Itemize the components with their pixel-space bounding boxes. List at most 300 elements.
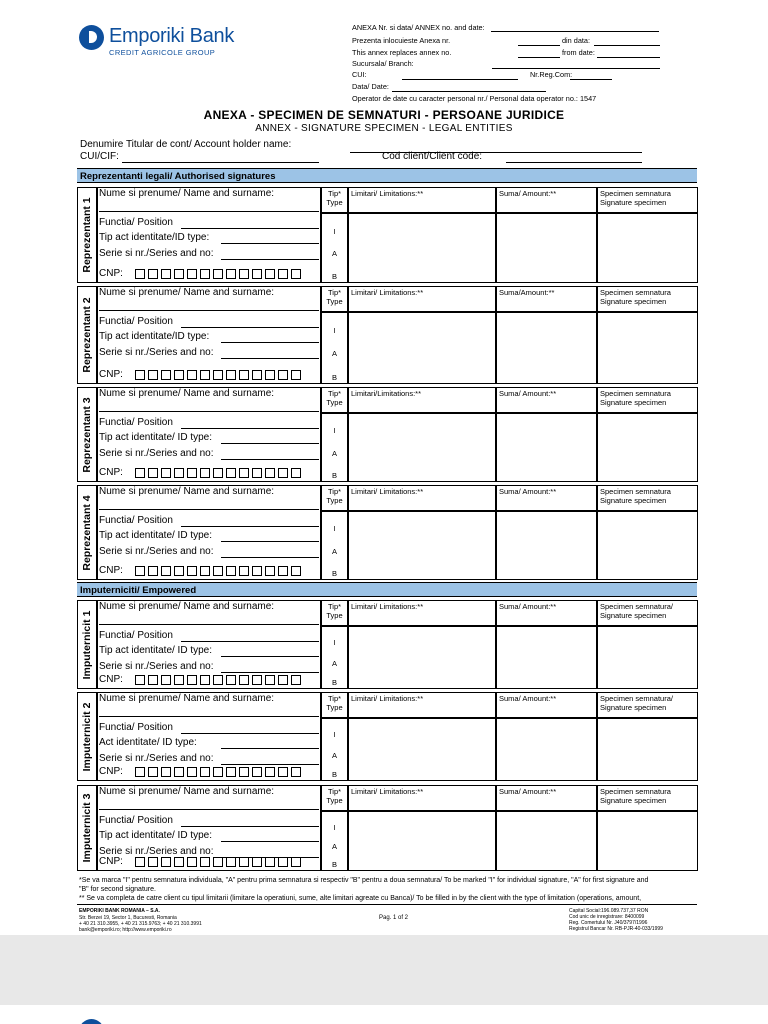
position-field[interactable] [181, 327, 319, 328]
cnp-digit-box[interactable] [161, 566, 171, 576]
signatory-side-label [77, 187, 97, 283]
page-title: ANEXA - SPECIMEN DE SEMNATURI - PERSOANE JURIDICE [203, 108, 565, 122]
type-header-en: Type [326, 611, 343, 620]
cnp-digit-box[interactable] [200, 675, 210, 685]
id-type-label: Tip act identitate/ ID type: [99, 530, 213, 541]
limitations-field[interactable] [348, 718, 496, 781]
cnp-label: CNP: [99, 467, 123, 478]
position-field[interactable] [181, 526, 319, 527]
cnp-digit-box[interactable] [148, 767, 158, 777]
footer-bancar: Registrul Bancar Nr. RB-PJR-40-033/1999 [569, 926, 663, 932]
specimen-header-en: Signature specimen [600, 703, 667, 712]
signatory-block [77, 600, 698, 689]
amount-field[interactable] [496, 213, 597, 283]
specimen-header-ro: Specimen semnatura/ [600, 602, 673, 611]
cnp-digit-box[interactable] [200, 269, 210, 279]
specimen-header [597, 286, 698, 312]
section-empowered: Imputerniciti/ Empowered [77, 582, 697, 597]
type-header-ro: Tip* [327, 602, 342, 611]
limitations-header: Limitari/ Limitations:** [348, 600, 496, 626]
cnp-digit-box[interactable] [213, 675, 223, 685]
signatory-side-label [77, 387, 97, 482]
series-no-label: Serie si nr./Series and no: [99, 546, 214, 557]
name-surname-field[interactable] [99, 211, 319, 212]
cnp-digit-box[interactable] [187, 566, 197, 576]
date-field[interactable] [392, 91, 546, 92]
cnp-digit-box[interactable] [161, 269, 171, 279]
signature-specimen-field[interactable] [597, 626, 698, 689]
cnp-digit-box[interactable] [278, 370, 288, 380]
footer-phone: + 40 21 310.3955, + 40 21 315.9763; + 40 21 310.3991 [79, 921, 202, 927]
cnp-digit-box[interactable] [135, 767, 145, 777]
id-type-label: Act identitate/ ID type: [99, 737, 197, 748]
cnp-digit-box[interactable] [200, 370, 210, 380]
cnp-digit-box[interactable] [213, 468, 223, 478]
footnote-1: *Se va marca "I" pentru semnatura individuala, "A" pentru prima semnatura si respectiv "B" pentru a doua semnatura/ To be marked "I" for individual signature, "A" for first signature and [79, 877, 649, 884]
section-authorised-signatures: Reprezentanti legali/ Authorised signatures [77, 168, 697, 183]
signatory-block [77, 187, 698, 283]
signatory-side-text: Imputernicit 3 [81, 793, 93, 863]
position-label: Functia/ Position [99, 515, 173, 526]
limitations-header: Limitari/ Limitations:** [348, 785, 496, 811]
id-type-field[interactable] [221, 243, 319, 244]
signatory-side-text: Reprezentant 3 [81, 396, 93, 473]
position-field[interactable] [181, 733, 319, 734]
signature-specimen-field[interactable] [597, 413, 698, 482]
specimen-header [597, 600, 698, 626]
series-no-label: Serie si nr./Series and no: [99, 661, 214, 672]
cnp-digit-box[interactable] [135, 370, 145, 380]
cnp-digit-box[interactable] [291, 370, 301, 380]
limitations-header: Limitari/ Limitations:** [348, 187, 496, 213]
header-branch: Sucursala/ Branch: [352, 59, 414, 68]
cnp-boxes[interactable] [135, 468, 305, 478]
type-header-en: Type [326, 496, 343, 505]
cnp-boxes[interactable] [135, 566, 305, 576]
from-date-field[interactable] [597, 57, 660, 58]
specimen-header-ro: Specimen semnatura [600, 787, 671, 796]
limitations-field[interactable] [348, 413, 496, 482]
id-type-field[interactable] [221, 443, 319, 444]
series-no-field[interactable] [221, 672, 319, 673]
cnp-digit-box[interactable] [174, 269, 184, 279]
type-header [321, 485, 348, 511]
signature-specimen-field[interactable] [597, 511, 698, 580]
position-label: Functia/ Position [99, 815, 173, 826]
footer-address: Str. Berzei 19, Sector 1, Bucuresti, Romania [79, 915, 177, 921]
id-type-field[interactable] [221, 342, 319, 343]
cnp-digit-box[interactable] [161, 468, 171, 478]
cnp-digit-box[interactable] [200, 468, 210, 478]
type-header-en: Type [326, 703, 343, 712]
client-code-field[interactable] [506, 162, 642, 163]
signature-specimen-field[interactable] [597, 312, 698, 384]
type-b-label: B [331, 569, 337, 578]
cnp-digit-box[interactable] [265, 767, 275, 777]
signatory-block [77, 692, 698, 781]
series-no-field[interactable] [221, 259, 319, 260]
specimen-header-en: Signature specimen [600, 198, 667, 207]
cnp-digit-box[interactable] [252, 767, 262, 777]
cnp-digit-box[interactable] [278, 269, 288, 279]
amount-header: Suma/Amount:** [496, 286, 597, 312]
header-cui: CUI: [352, 70, 367, 79]
cnp-digit-box[interactable] [291, 269, 301, 279]
cnp-digit-box[interactable] [200, 767, 210, 777]
position-label: Functia/ Position [99, 316, 173, 327]
type-cell[interactable] [321, 413, 348, 482]
signatory-side-text: Reprezentant 4 [81, 494, 93, 571]
type-b-label: B [331, 860, 337, 869]
cnp-digit-box[interactable] [239, 468, 249, 478]
cnp-digit-box[interactable] [265, 566, 275, 576]
cnp-digit-box[interactable] [148, 468, 158, 478]
signatory-side-label [77, 785, 97, 871]
cnp-digit-box[interactable] [174, 468, 184, 478]
name-surname-label: Nume si prenume/ Name and surname: [99, 287, 275, 298]
name-surname-label: Nume si prenume/ Name and surname: [99, 188, 275, 199]
type-header-en: Type [326, 796, 343, 805]
specimen-header [597, 187, 698, 213]
footer-reg: Reg. Comertului Nr. J40/3797/1996 [569, 920, 648, 926]
cnp-digit-box[interactable] [291, 566, 301, 576]
emporiki-logo-icon [79, 25, 104, 50]
signatory-side-label [77, 485, 97, 580]
signatory-side-text: Reprezentant 1 [81, 197, 93, 273]
signature-specimen-field[interactable] [597, 213, 698, 283]
cnp-boxes[interactable] [135, 269, 305, 279]
specimen-header-en: Signature specimen [600, 496, 667, 505]
specimen-header-ro: Specimen semnatura [600, 189, 671, 198]
type-header [321, 387, 348, 413]
footnote-2: ** Se va completa de catre client cu tipul limitarii (limitare la operatiuni, sume, alte limitari agreate cu Banca)/ To be filled in by the client with the type of limitation (operations, amount, [79, 895, 642, 902]
type-b-label: B [331, 678, 337, 687]
cnp-digit-box[interactable] [174, 675, 184, 685]
header-din-data: din data: [562, 36, 590, 45]
type-a-label: A [331, 842, 337, 851]
cnp-digit-box[interactable] [161, 675, 171, 685]
type-cell[interactable] [321, 213, 348, 283]
header-nr-reg-com: Nr.Reg.Com: [530, 70, 573, 79]
type-a-label: A [331, 349, 337, 358]
cnp-digit-box[interactable] [226, 767, 236, 777]
name-surname-label: Nume si prenume/ Name and surname: [99, 601, 275, 612]
signatory-side-text: Imputernicit 2 [81, 702, 93, 771]
name-surname-field[interactable] [99, 310, 319, 311]
cnp-digit-box[interactable] [265, 675, 275, 685]
cnp-digit-box[interactable] [252, 468, 262, 478]
specimen-header-en: Signature specimen [600, 796, 667, 805]
name-surname-field[interactable] [99, 716, 319, 717]
cui-cif-field[interactable] [122, 162, 319, 163]
id-type-field[interactable] [221, 748, 319, 749]
type-header-ro: Tip* [327, 288, 342, 297]
position-field[interactable] [181, 428, 319, 429]
din-data-field[interactable] [594, 45, 660, 46]
series-no-field[interactable] [221, 358, 319, 359]
series-no-label: Serie si nr./Series and no: [99, 753, 214, 764]
limitations-header: Limitari/ Limitations:** [348, 692, 496, 718]
type-header [321, 692, 348, 718]
signatory-block [77, 785, 698, 871]
cnp-digit-box[interactable] [226, 675, 236, 685]
type-cell[interactable] [321, 626, 348, 689]
cnp-digit-box[interactable] [148, 566, 158, 576]
limitations-field[interactable] [348, 511, 496, 580]
cnp-digit-box[interactable] [239, 566, 249, 576]
id-type-label: Tip act identitate/ID type: [99, 232, 210, 243]
position-field[interactable] [181, 641, 319, 642]
type-i-label: I [333, 524, 336, 533]
limitations-header: Limitari/ Limitations:** [348, 286, 496, 312]
cnp-boxes[interactable] [135, 767, 305, 777]
cnp-boxes[interactable] [135, 675, 305, 685]
name-surname-label: Nume si prenume/ Name and surname: [99, 486, 275, 497]
cnp-digit-box[interactable] [135, 857, 145, 867]
type-a-label: A [331, 547, 337, 556]
cnp-label: CNP: [99, 268, 123, 279]
cnp-digit-box[interactable] [161, 767, 171, 777]
cnp-digit-box[interactable] [174, 566, 184, 576]
type-a-label: A [331, 449, 337, 458]
type-i-label: I [333, 823, 336, 832]
specimen-header [597, 785, 698, 811]
amount-header: Suma/ Amount:** [496, 785, 597, 811]
type-b-label: B [331, 272, 337, 281]
type-i-label: I [333, 227, 336, 236]
amount-header: Suma/ Amount:** [496, 485, 597, 511]
type-header [321, 187, 348, 213]
cnp-digit-box[interactable] [278, 767, 288, 777]
type-header-ro: Tip* [327, 189, 342, 198]
cnp-digit-box[interactable] [187, 767, 197, 777]
amount-field[interactable] [496, 511, 597, 580]
cnp-digit-box[interactable] [252, 675, 262, 685]
cnp-digit-box[interactable] [252, 370, 262, 380]
cnp-digit-box[interactable] [252, 566, 262, 576]
type-i-label: I [333, 638, 336, 647]
header-replaces-en: This annex replaces annex no. [352, 48, 452, 57]
amount-field[interactable] [496, 312, 597, 384]
cnp-digit-box[interactable] [200, 566, 210, 576]
signature-specimen-field[interactable] [597, 811, 698, 871]
type-header-en: Type [326, 297, 343, 306]
type-header [321, 785, 348, 811]
replaces-annex-en-field[interactable] [518, 57, 560, 58]
position-label: Functia/ Position [99, 217, 173, 228]
cnp-label: CNP: [99, 565, 123, 576]
cnp-digit-box[interactable] [278, 675, 288, 685]
cnp-digit-box[interactable] [239, 767, 249, 777]
cui-cif-label: CUI/CIF: [80, 151, 119, 162]
signatory-side-label [77, 286, 97, 384]
cnp-digit-box[interactable] [187, 857, 197, 867]
cnp-digit-box[interactable] [187, 675, 197, 685]
account-holder-label: Denumire Titular de cont/ Account holder name: [80, 139, 292, 150]
signatory-block [77, 387, 698, 482]
cnp-digit-box[interactable] [252, 269, 262, 279]
page-subtitle: ANNEX - SIGNATURE SPECIMEN - LEGAL ENTITIES [255, 123, 513, 134]
cnp-digit-box[interactable] [174, 767, 184, 777]
cnp-digit-box[interactable] [278, 857, 288, 867]
series-no-label: Serie si nr./Series and no: [99, 846, 214, 857]
specimen-header [597, 387, 698, 413]
cnp-digit-box[interactable] [226, 857, 236, 867]
cnp-digit-box[interactable] [226, 566, 236, 576]
specimen-header-en: Signature specimen [600, 611, 667, 620]
limitations-field[interactable] [348, 213, 496, 283]
cnp-digit-box[interactable] [278, 468, 288, 478]
type-cell[interactable] [321, 312, 348, 384]
cnp-digit-box[interactable] [187, 269, 197, 279]
cnp-digit-box[interactable] [291, 468, 301, 478]
series-no-field[interactable] [221, 764, 319, 765]
annex-no-field[interactable] [491, 31, 659, 32]
cnp-digit-box[interactable] [213, 767, 223, 777]
signatory-side-text: Reprezentant 2 [81, 297, 93, 373]
footnote-1-cont: "B" for second signature. [79, 886, 156, 893]
type-b-label: B [331, 770, 337, 779]
cnp-digit-box[interactable] [135, 468, 145, 478]
cnp-boxes[interactable] [135, 370, 305, 380]
name-surname-field[interactable] [99, 809, 319, 810]
cnp-digit-box[interactable] [213, 269, 223, 279]
position-label: Functia/ Position [99, 722, 173, 733]
position-field[interactable] [181, 228, 319, 229]
type-cell[interactable] [321, 811, 348, 871]
cnp-digit-box[interactable] [135, 566, 145, 576]
cnp-digit-box[interactable] [239, 675, 249, 685]
cnp-digit-box[interactable] [252, 857, 262, 867]
footer-cui: Cod unic de inregistrare: 8400099 [569, 914, 645, 920]
cnp-digit-box[interactable] [148, 269, 158, 279]
signature-specimen-field[interactable] [597, 718, 698, 781]
footer-capital: Capital Social:196.089.737,37 RON [569, 908, 649, 914]
type-b-label: B [331, 373, 337, 382]
limitations-header: Limitari/ Limitations:** [348, 485, 496, 511]
series-no-label: Serie si nr./Series and no: [99, 248, 214, 259]
header-data-operator: Operator de date cu caracter personal nr./ Personal data operator no.: 1547 [352, 94, 597, 103]
header-date: Data/ Date: [352, 82, 389, 91]
cnp-digit-box[interactable] [265, 269, 275, 279]
amount-field[interactable] [496, 811, 597, 871]
cnp-digit-box[interactable] [278, 566, 288, 576]
cnp-digit-box[interactable] [174, 857, 184, 867]
name-surname-label: Nume si prenume/ Name and surname: [99, 786, 275, 797]
type-header-en: Type [326, 198, 343, 207]
type-a-label: A [331, 751, 337, 760]
footer [0, 905, 768, 935]
footer-company: EMPORIKI BANK ROMANIA – S.A. [79, 908, 160, 914]
cnp-digit-box[interactable] [239, 857, 249, 867]
cnp-digit-box[interactable] [200, 857, 210, 867]
footer-web: bank@emporiki.ro; http://www.emporiki.ro [79, 927, 172, 933]
name-surname-field[interactable] [99, 509, 319, 510]
amount-header: Suma/ Amount:** [496, 600, 597, 626]
id-type-field[interactable] [221, 541, 319, 542]
cnp-digit-box[interactable] [213, 857, 223, 867]
amount-field[interactable] [496, 626, 597, 689]
cnp-digit-box[interactable] [291, 857, 301, 867]
id-type-label: Tip act identitate/ ID type: [99, 645, 213, 656]
limitations-field[interactable] [348, 811, 496, 871]
cnp-digit-box[interactable] [187, 370, 197, 380]
type-header-ro: Tip* [327, 389, 342, 398]
amount-field[interactable] [496, 413, 597, 482]
id-type-field[interactable] [221, 841, 319, 842]
replaces-annex-field[interactable] [518, 45, 560, 46]
cnp-digit-box[interactable] [265, 370, 275, 380]
cnp-digit-box[interactable] [148, 370, 158, 380]
logo-name: Emporiki Bank [109, 25, 235, 47]
limitations-field[interactable] [348, 312, 496, 384]
signatory-side-text: Imputernicit 1 [81, 610, 93, 679]
type-a-label: A [331, 249, 337, 258]
series-no-field[interactable] [221, 557, 319, 558]
type-b-label: B [331, 471, 337, 480]
cnp-digit-box[interactable] [187, 468, 197, 478]
position-label: Functia/ Position [99, 630, 173, 641]
cnp-digit-box[interactable] [291, 675, 301, 685]
name-surname-field[interactable] [99, 624, 319, 625]
cnp-digit-box[interactable] [265, 468, 275, 478]
cnp-digit-box[interactable] [161, 370, 171, 380]
specimen-header-ro: Specimen semnatura [600, 487, 671, 496]
cnp-digit-box[interactable] [148, 857, 158, 867]
cnp-digit-box[interactable] [161, 857, 171, 867]
id-type-label: Tip act identitate/ ID type: [99, 432, 213, 443]
name-surname-field[interactable] [99, 411, 319, 412]
series-no-field[interactable] [221, 459, 319, 460]
cnp-boxes[interactable] [135, 857, 305, 867]
id-type-field[interactable] [221, 656, 319, 657]
cnp-digit-box[interactable] [135, 675, 145, 685]
limitations-field[interactable] [348, 626, 496, 689]
series-no-label: Serie si nr./Series and no: [99, 347, 214, 358]
cnp-digit-box[interactable] [226, 370, 236, 380]
cnp-label: CNP: [99, 674, 123, 685]
cnp-digit-box[interactable] [239, 370, 249, 380]
cnp-digit-box[interactable] [135, 269, 145, 279]
cnp-digit-box[interactable] [265, 857, 275, 867]
cnp-digit-box[interactable] [291, 767, 301, 777]
position-field[interactable] [181, 826, 319, 827]
type-cell[interactable] [321, 718, 348, 781]
series-no-label: Serie si nr./Series and no: [99, 448, 214, 459]
cnp-digit-box[interactable] [213, 566, 223, 576]
cnp-digit-box[interactable] [239, 269, 249, 279]
amount-field[interactable] [496, 718, 597, 781]
position-label: Functia/ Position [99, 417, 173, 428]
cnp-label: CNP: [99, 766, 123, 777]
limitations-header: Limitari/Limitations:** [348, 387, 496, 413]
branch-field[interactable] [492, 68, 660, 69]
cnp-digit-box[interactable] [174, 370, 184, 380]
nr-reg-com-field[interactable] [570, 79, 612, 80]
specimen-header [597, 485, 698, 511]
type-header [321, 600, 348, 626]
type-cell[interactable] [321, 511, 348, 580]
cnp-digit-box[interactable] [213, 370, 223, 380]
type-header-ro: Tip* [327, 787, 342, 796]
specimen-header-ro: Specimen semnatura/ [600, 694, 673, 703]
logo-subtitle: CREDIT AGRICOLE GROUP [109, 48, 216, 57]
header-replaces-ro: Prezenta inlocuieste Anexa nr. [352, 36, 451, 45]
cui-header-field[interactable] [402, 79, 518, 80]
cnp-digit-box[interactable] [226, 269, 236, 279]
cnp-digit-box[interactable] [148, 675, 158, 685]
cnp-digit-box[interactable] [226, 468, 236, 478]
